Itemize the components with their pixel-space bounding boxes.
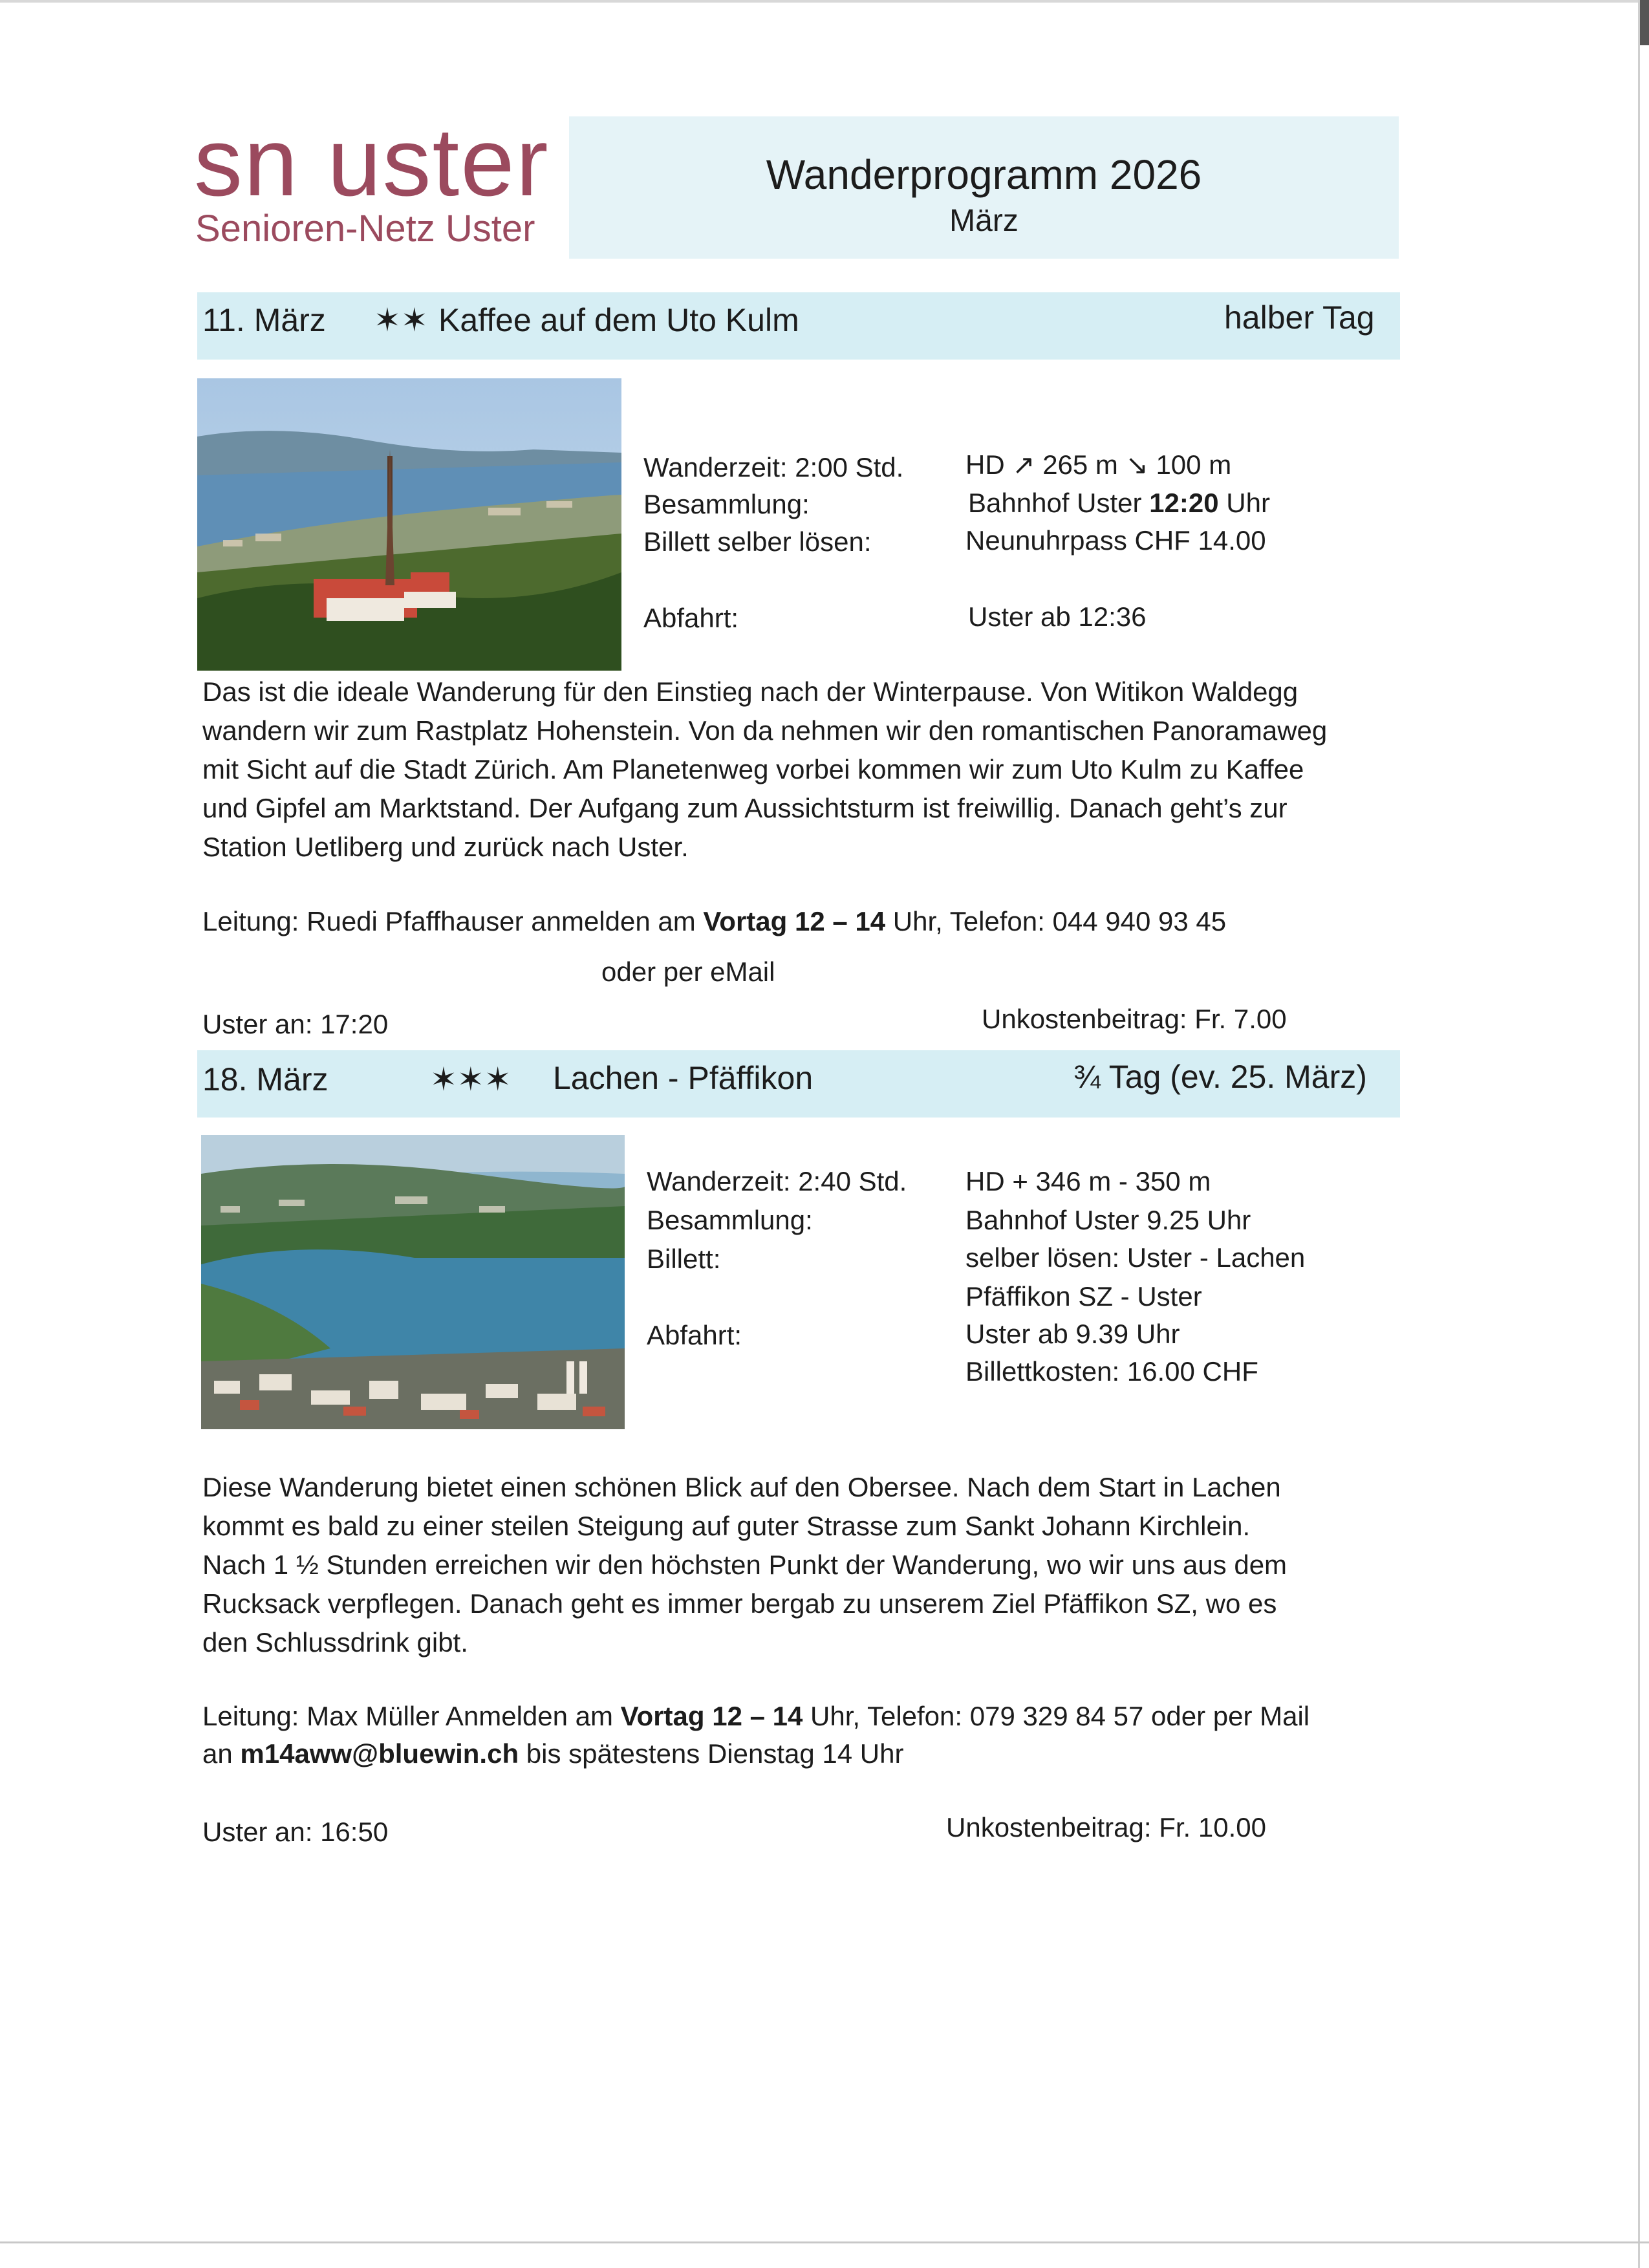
page-title: Wanderprogramm 2026	[766, 151, 1202, 198]
logo-wordmark: sn uster	[194, 107, 550, 216]
hike1-billett-label: Billett selber lösen:	[643, 526, 872, 557]
hike2-besammlung-value: Bahnhof Uster 9.25 Uhr	[965, 1205, 1251, 1235]
hike2-description: Diese Wanderung bietet einen schönen Blick auf den Obersee. Nach dem Start in Lachen kommt es bald zu einer steilen Steigung auf guter Strasse zum Sankt Johann Kirchlein. Nach 1 ½ Stunden erreichen wir den höchsten Punkt der Wanderung, wo wir uns aus dem Rucksack verpflegen. Danach geht es immer bergab zu unserem Ziel Pfäffikon SZ, wo es den Schlussdrink gibt.	[202, 1472, 1288, 1658]
hike1-uster-an: Uster an: 17:20	[202, 1009, 389, 1039]
hike2-wanderzeit: Wanderzeit: 2:40 Std.	[647, 1166, 907, 1196]
hike1-leitung: Leitung: Ruedi Pfaffhauser anmelden am Vortag 12 – 14 Uhr, Telefon: 044 940 93 45	[202, 906, 1227, 936]
hike2-billett-label: Billett:	[647, 1244, 721, 1274]
scan-edge-right	[1638, 0, 1640, 2268]
hike1-difficulty-stars: ✶✶	[374, 302, 428, 338]
hike1-besammlung-value: Bahnhof Uster 12:20 Uhr	[968, 488, 1270, 518]
hike2-date: 18. März	[202, 1061, 329, 1097]
hike2-abfahrt-label: Abfahrt:	[647, 1320, 742, 1350]
hike2-billett-value-1: selber lösen: Uster - Lachen	[965, 1242, 1306, 1273]
hike1-leitung-email: oder per eMail	[601, 956, 775, 987]
hike2-uster-an: Uster an: 16:50	[202, 1817, 389, 1847]
hike1-duration: halber Tag	[1224, 299, 1375, 336]
hike2-altitude: HD + 346 m - 350 m	[965, 1166, 1211, 1196]
hike2-billettkosten: Billettkosten: 16.00 CHF	[965, 1356, 1258, 1387]
hike2-photo-obersee	[201, 1135, 625, 1429]
hike1-unkosten: Unkostenbeitrag: Fr. 7.00	[982, 1004, 1287, 1034]
hike2-difficulty-stars: ✶✶✶	[430, 1061, 512, 1097]
hike2-title: Lachen - Pfäffikon	[553, 1060, 814, 1096]
hike1-billett-value: Neunuhrpass CHF 14.00	[965, 525, 1266, 556]
hike1-altitude: HD ↗ 265 m ↘ 100 m	[965, 449, 1232, 480]
hike1-photo-uto-kulm	[197, 378, 621, 671]
hike1-abfahrt-label: Abfahrt:	[643, 603, 739, 633]
logo-subtitle: Senioren-Netz Uster	[195, 208, 535, 250]
page-month: März	[949, 204, 1018, 238]
hike2-billett-value-2: Pfäffikon SZ - Uster	[965, 1281, 1202, 1312]
hike2-abfahrt-value: Uster ab 9.39 Uhr	[965, 1319, 1180, 1349]
hike2-unkosten: Unkostenbeitrag: Fr. 10.00	[946, 1812, 1266, 1842]
scan-edge-bottom	[0, 2241, 1649, 2243]
hike1-wanderzeit: Wanderzeit: 2:00 Std.	[643, 452, 904, 482]
hike2-besammlung-label: Besammlung:	[647, 1205, 813, 1235]
hike1-description: Das ist die ideale Wanderung für den Einstieg nach der Winterpause. Von Witikon Waldegg wandern wir zum Rastplatz Hohenstein. Von da nehmen wir den romantischen Panoramaweg mit Sicht auf die Stadt Zürich. Am Planetenweg vorbei kommen wir zum Uto Kulm zu Kaffee und Gipfel am Marktstand. Der Aufgang zum Aussichtsturm ist freiwillig. Danach geht’s zur Station Uetliberg und zurück nach Uster.	[202, 676, 1328, 862]
hike1-abfahrt-value: Uster ab 12:36	[968, 601, 1147, 632]
scan-edge-top	[0, 0, 1649, 3]
scan-corner-mark	[1640, 0, 1649, 45]
hike2-duration: ¾ Tag (ev. 25. März)	[1073, 1059, 1367, 1095]
hike1-date: 11. März	[202, 302, 326, 338]
hike1-besammlung-label: Besammlung:	[643, 489, 810, 519]
hike2-leitung: Leitung: Max Müller Anmelden am Vortag 12 – 14 Uhr, Telefon: 079 329 84 57 oder per Mail	[202, 1701, 1310, 1731]
hike2-leitung-email: an m14aww@bluewin.ch bis spätestens Dienstag 14 Uhr	[202, 1738, 904, 1769]
hike1-title: Kaffee auf dem Uto Kulm	[438, 302, 799, 338]
